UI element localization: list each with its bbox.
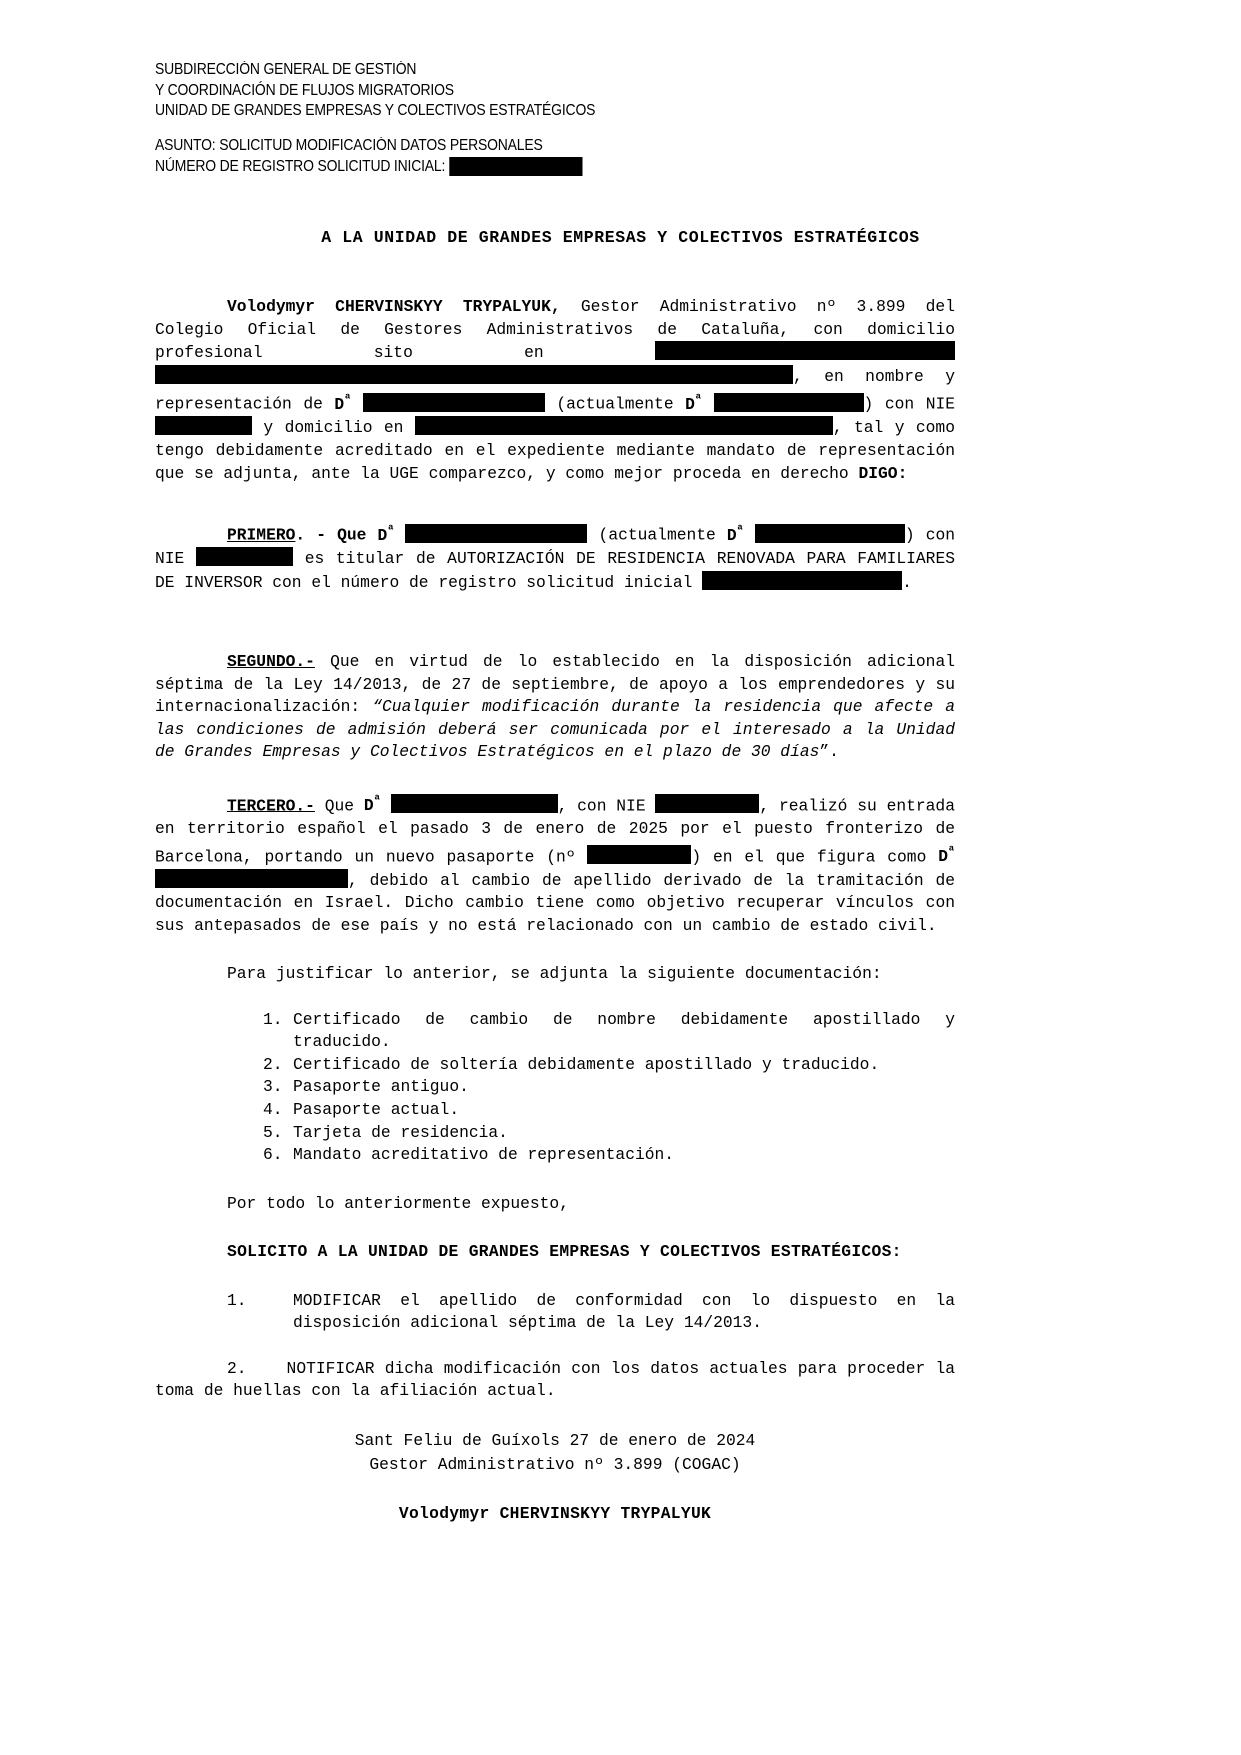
segundo-text: Que en virtud de lo establecido en la disposición adicional séptima de la Ley 14/2013, de 27 de septiembre, de apoyo a los emprendedores y su internacionalización: xyxy=(155,651,955,717)
honorific-dona-6: $D^ª$ xyxy=(938,844,956,866)
spacer xyxy=(155,1264,955,1290)
intro-seg-18: como tengo debidamente acreditado en el expediente mediante mandato de representación que se adjunta, ante la UGE comparezco, y como mejor proceda en derecho xyxy=(155,418,955,483)
list-item xyxy=(155,1122,955,1145)
primero-seg-4: NIE xyxy=(155,549,185,569)
place-and-date: Sant Feliu de Guíxols 27 de enero de 2024 xyxy=(354,1430,756,1450)
letterhead xyxy=(155,60,893,122)
agent-role: Gestor Administrativo nº 3.899 (COGAC) xyxy=(369,1454,741,1474)
intro-seg-6: con xyxy=(813,319,843,339)
tercero-seg-5: , debido al cambio de apellido derivado de la tramitación de documentación en Israel. Dicho cambio tiene como objetivo recuperar vínculos con sus antepasados de ese país y no está relacionado con un cambio de estado civil. xyxy=(155,870,955,935)
tercero-label: TERCERO.- xyxy=(227,796,315,816)
list-item xyxy=(155,1099,955,1122)
request-item-1 xyxy=(155,1290,955,1335)
subject-block xyxy=(155,136,893,177)
list-item-number: 3. xyxy=(263,1077,283,1097)
honorific-dona-3: $D^ª$ xyxy=(377,523,395,545)
spacer xyxy=(155,485,955,519)
redaction-bar-client-name-1 xyxy=(363,393,545,412)
redaction-bar-client-name-4 xyxy=(755,524,905,543)
intro-seg-12: (actualmente xyxy=(556,394,674,414)
tercero-paragraph xyxy=(155,790,955,937)
list-item-label: Mandato acreditativo de representación. xyxy=(293,1145,675,1165)
intro-seg-5: Cataluña, xyxy=(701,319,790,339)
justify-line: Para justificar lo anterior, se adjunta la siguiente documentación: xyxy=(227,964,882,984)
documents-list xyxy=(155,1009,955,1167)
primero-seg-2: ) xyxy=(904,525,915,545)
redaction-bar-client-name-2 xyxy=(714,393,864,412)
intro-seg-11: y representación de xyxy=(155,366,955,414)
redaction-bar-nie-1 xyxy=(155,416,252,435)
spacer xyxy=(155,1403,955,1429)
intro-seg-10: nombre xyxy=(865,366,924,386)
request-item-2 xyxy=(155,1358,955,1403)
list-item-label: Pasaporte actual. xyxy=(293,1099,460,1119)
intro-seg-17: , tal y xyxy=(832,418,905,438)
segundo-quote-close: ”. xyxy=(819,742,839,762)
spacer xyxy=(155,1477,955,1503)
request-number: 1. xyxy=(227,1290,247,1310)
letterhead-line-3: UNIDAD DE GRANDES EMPRESAS Y COLECTIVOS ESTRATÉGICOS xyxy=(155,102,596,119)
redaction-bar-nie-2 xyxy=(196,547,293,566)
list-item-number: 1. xyxy=(263,1009,283,1029)
primero-seg-1: (actualmente xyxy=(598,525,716,545)
intro-seg-4: Gestores Administrativos de xyxy=(384,319,677,339)
page-title: A LA UNIDAD DE GRANDES EMPRESAS Y COLECTIVOS ESTRATÉGICOS xyxy=(321,228,920,247)
intro-seg-3: de xyxy=(340,319,360,339)
segundo-label: SEGUNDO.- xyxy=(227,651,315,671)
honorific-dona-1: $D^ª$ xyxy=(334,392,352,414)
list-item-label: Tarjeta de residencia. xyxy=(293,1122,508,1142)
intro-seg-8: , xyxy=(793,366,803,386)
intro-seg-7: domicilio profesional sito en xyxy=(155,319,955,363)
list-item-number: 2. xyxy=(263,1054,283,1074)
redaction-bar-nie-3 xyxy=(655,794,759,813)
intro-seg-14: con xyxy=(884,394,915,414)
redaction-bar-passport-number xyxy=(587,845,691,864)
segundo-paragraph xyxy=(155,651,955,764)
subject-line: ASUNTO: SOLICITUD MODIFICACIÓN DATOS PERSONALES xyxy=(155,137,543,154)
list-item xyxy=(155,1054,955,1077)
spacer xyxy=(155,1335,955,1358)
letterhead-line-2: Y COORDINACIÓN DE FLUJOS MIGRATORIOS xyxy=(155,81,454,99)
list-item-number: 6. xyxy=(263,1145,283,1165)
redaction-bar-client-name-6 xyxy=(155,869,348,888)
honorific-dona-2: $D^ª$ xyxy=(685,392,702,414)
honorific-dona-5: $D^ª$ xyxy=(363,793,381,816)
primero-seg-3: con xyxy=(925,525,955,545)
list-item xyxy=(155,1144,955,1167)
list-item-label: Certificado de soltería debidamente apostillado y traducido. xyxy=(293,1054,880,1074)
spacer xyxy=(155,594,955,628)
list-item-label: Certificado de cambio de nombre debidamente apostillado y traducido. xyxy=(293,1009,955,1052)
spacer xyxy=(155,764,955,790)
redaction-bar-address-1 xyxy=(655,341,955,360)
primero-label: PRIMERO xyxy=(227,525,296,545)
request-number: 2. xyxy=(227,1358,247,1378)
tercero-seg-1: Que xyxy=(324,796,355,816)
list-item xyxy=(155,1009,955,1054)
list-item-number: 4. xyxy=(263,1099,283,1119)
registration-row xyxy=(155,157,893,178)
document-body xyxy=(155,296,955,1525)
spacer xyxy=(155,986,955,1009)
list-item xyxy=(155,1076,955,1099)
segundo-quote: Cualquier modificación durante la residencia que afecte a las condiciones de admisión deberá ser comunicada por el interesado a la Unidad de Grandes Empresas y Colectivos Estratégicos en el plazo de 30 días xyxy=(155,697,955,762)
primero-seg-6: . xyxy=(902,572,912,592)
redaction-bar-registration xyxy=(449,157,582,176)
intro-seg-15: NIE xyxy=(925,394,956,414)
request-text: MODIFICAR el apellido de conformidad con lo dispuesto en la disposición adicional séptima de la Ley 14/2013. xyxy=(293,1290,955,1333)
solicito-heading: SOLICITO A LA UNIDAD DE GRANDES EMPRESAS Y COLECTIVOS ESTRATÉGICOS: xyxy=(227,1242,902,1262)
redaction-bar-client-name-3 xyxy=(405,524,587,543)
registration-label: NÚMERO DE REGISTRO SOLICITUD INICIAL: xyxy=(155,157,446,175)
request-text: NOTIFICAR dicha modificación con los datos actuales para proceder la toma de huellas con la afiliación actual. xyxy=(155,1358,955,1401)
segundo-quote-open: “ xyxy=(372,697,383,717)
primero-seg-5: es titular de AUTORIZACIÓN DE RESIDENCIA RENOVADA PARA FAMILIARES DE INVERSOR con el número de registro solicitud inicial xyxy=(155,549,955,592)
honorific-dona-4: $D^ª$ xyxy=(726,523,744,545)
intro-seg-13: ) xyxy=(863,394,874,414)
digo-keyword: DIGO: xyxy=(858,463,908,483)
tercero-seg-4: ) en el que figura como xyxy=(691,846,927,866)
intro-seg-9: en xyxy=(824,366,844,386)
primero-after-label: . - Que xyxy=(295,525,367,545)
primero-paragraph xyxy=(155,519,955,594)
redaction-bar-client-address xyxy=(415,416,833,435)
spacer xyxy=(155,1215,955,1241)
closing-block xyxy=(155,1429,955,1477)
redaction-bar-address-2 xyxy=(155,365,793,384)
list-item-label: Pasaporte antiguo. xyxy=(293,1077,469,1097)
letterhead-line-1: SUBDIRECCIÓN GENERAL DE GESTIÓN xyxy=(155,61,417,78)
tercero-seg-2: , con NIE xyxy=(557,796,646,816)
spacer xyxy=(155,937,955,963)
intro-paragraph xyxy=(155,296,955,485)
spacer xyxy=(155,628,955,651)
intro-seg-1: Gestor Administrativo nº 3.899 xyxy=(580,297,906,316)
por-todo-line: Por todo lo anteriormente expuesto, xyxy=(227,1193,569,1213)
agent-name: Volodymyr CHERVINSKYY TRYPALYUK, xyxy=(227,297,561,316)
intro-seg-16: y domicilio en xyxy=(263,418,404,438)
list-item-number: 5. xyxy=(263,1122,283,1142)
spacer xyxy=(155,1167,955,1193)
tercero-seg-3: , realizó su entrada en territorio español el pasado 3 de enero de 2025 por el puesto fronterizo de Barcelona, portando un nuevo pasaporte (nº xyxy=(155,796,955,866)
signature-name: Volodymyr CHERVINSKYY TRYPALYUK xyxy=(398,1503,712,1523)
intro-seg-2: del Colegio Oficial xyxy=(155,297,955,339)
redaction-bar-client-name-5 xyxy=(391,794,558,813)
redaction-bar-registration-2 xyxy=(702,571,902,590)
